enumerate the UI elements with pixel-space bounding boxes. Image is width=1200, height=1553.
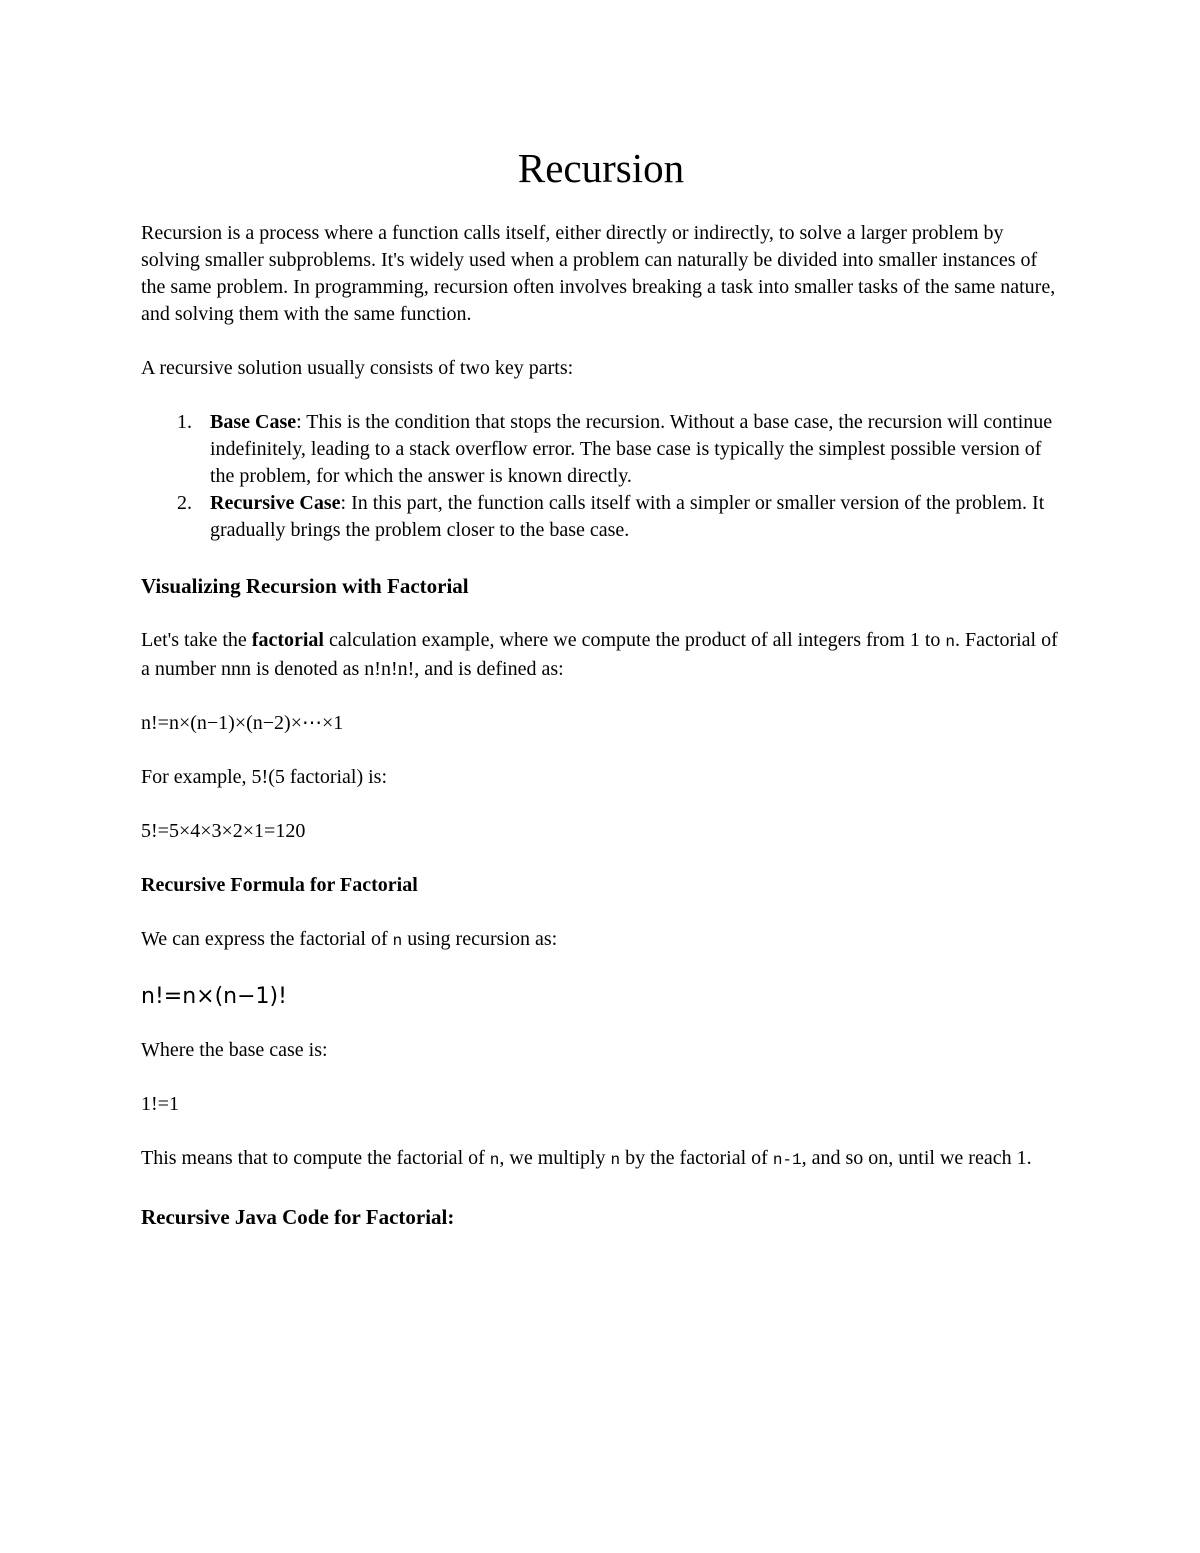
explanation-paragraph (141, 1145, 1061, 1174)
factorial-definition-formula: n!=n×(n−1)×(n−2)×⋯×1 (141, 712, 344, 734)
recursive-case-text: : In this part, the function calls itself with a simpler or smaller version of the problem. It gradually brings the problem closer to the base case. (210, 492, 1045, 541)
text-run: , we multiply (499, 1147, 611, 1169)
text-run: calculation example, where we compute the product of all integers from 1 to (323, 629, 946, 651)
section-heading-java-code: Recursive Java Code for Factorial: (141, 1205, 455, 1229)
inline-code-n: n (610, 1151, 621, 1169)
base-case-formula: 1!=1 (141, 1093, 179, 1115)
base-case-intro: Where the base case is: (141, 1039, 328, 1061)
text-run: by the factorial of (620, 1147, 773, 1169)
list-item-base-case (141, 409, 1061, 490)
list-number: 1. (177, 411, 192, 433)
text-run: . Factorial of a number nnn is denoted as n!n!n!, and is defined as: (141, 629, 1058, 680)
bold-factorial: factorial (251, 629, 324, 651)
text-run: This means that to compute the factorial of (141, 1147, 490, 1169)
term-recursive-case: Recursive Case (210, 492, 341, 514)
base-case-text: : This is the condition that stops the recursion. Without a base case, the recursion will continue indefinitely, leading to a stack overflow error. The base case is typically the simplest possible version of the problem, for which the answer is known directly. (210, 411, 1053, 487)
text-run: , and so on, until we reach 1. (801, 1147, 1032, 1169)
text-run: using recursion as: (402, 928, 558, 950)
factorial-intro-paragraph (141, 627, 1061, 683)
document-content (141, 140, 1061, 1231)
intro-paragraph: Recursion is a process where a function calls itself, either directly or indirectly, to solve a larger problem by solving smaller subproblems. It's widely used when a problem can naturally be divided into smaller instances of the same problem. In programming, recursion often involves breaking a task into smaller tasks of the same nature, and solving them with the same function. (141, 222, 1056, 325)
recursive-formula: n!=n×(n−1)! (141, 984, 287, 1009)
section-heading-recursive-formula: Recursive Formula for Factorial (141, 874, 418, 896)
page-title: Recursion (517, 145, 685, 191)
parts-intro: A recursive solution usually consists of two key parts: (141, 357, 574, 379)
list-item-recursive-case (141, 490, 1061, 544)
example-intro: For example, 5!(5 factorial) is: (141, 766, 388, 788)
section-heading-visualizing: Visualizing Recursion with Factorial (141, 574, 469, 598)
inline-code-n: n (945, 633, 956, 651)
list-number: 2. (177, 492, 192, 514)
example-formula: 5!=5×4×3×2×1=120 (141, 820, 306, 842)
recursion-expression-paragraph (141, 926, 1061, 955)
text-run: Let's take the (141, 629, 252, 651)
term-base-case: Base Case (210, 411, 297, 433)
key-parts-list (141, 409, 1061, 544)
inline-code-n: n (489, 1151, 500, 1169)
text-run: We can express the factorial of (141, 928, 393, 950)
inline-code-n-minus-1: n-1 (772, 1151, 802, 1169)
inline-code-n: n (392, 932, 403, 950)
